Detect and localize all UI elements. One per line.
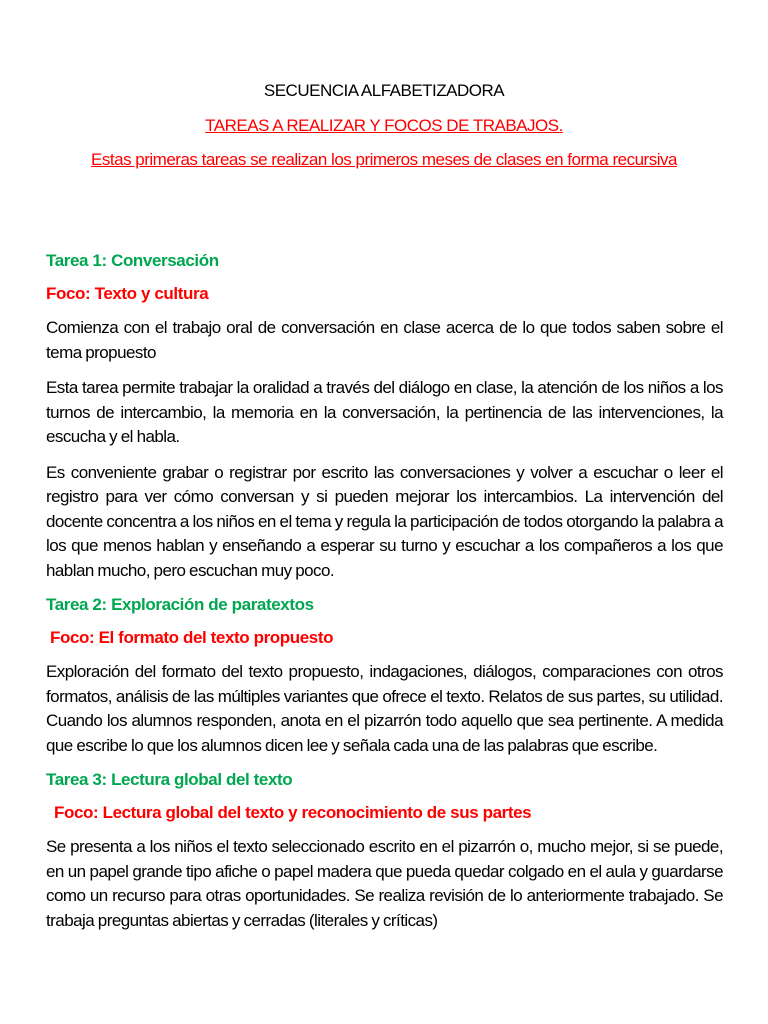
document-intro: Estas primeras tareas se realizan los primeros meses de clases en forma recursiva <box>91 150 677 169</box>
task-focus: Foco: El formato del texto propuesto <box>50 628 334 647</box>
task-section-3 <box>46 769 723 933</box>
task-paragraph: Esta tarea permite trabajar la oralidad a través del diálogo en clase, la atención de los niños a los turnos de intercambio, la memoria en la conversación, la pertinencia de las intervenciones, la escucha y el habla. <box>46 378 723 446</box>
task-paragraph: Comienza con el trabajo oral de conversación en clase acerca de lo que todos saben sobre el tema propuesto <box>46 318 723 362</box>
task-section-2 <box>46 594 723 758</box>
document-title: SECUENCIA ALFABETIZADORA <box>263 81 505 100</box>
document-body <box>46 250 723 933</box>
task-title: Tarea 1: Conversación <box>46 251 219 270</box>
task-focus: Foco: Texto y cultura <box>46 284 209 303</box>
task-focus: Foco: Lectura global del texto y reconocimiento de sus partes <box>54 803 532 822</box>
task-paragraph: Se presenta a los niños el texto seleccionado escrito en el pizarrón o, mucho mejor, si se puede, en un papel grande tipo afiche o papel madera que pueda quedar colgado en el aula y guardarse como un recurso para otras oportunidades. Se realiza revisión de lo anteriormente trabajado. Se trabaja preguntas abiertas y cerradas (literales y críticas) <box>46 837 723 930</box>
document-subtitle: TAREAS A REALIZAR Y FOCOS DE TRABAJOS. <box>205 116 563 135</box>
task-title: Tarea 3: Lectura global del texto <box>46 770 293 789</box>
task-title: Tarea 2: Exploración de paratextos <box>46 595 314 614</box>
task-section-1 <box>46 250 723 583</box>
task-paragraph: Exploración del formato del texto propuesto, indagaciones, diálogos, comparaciones con otros formatos, análisis de las múltiples variantes que ofrece el texto. Relatos de sus partes, su utilidad. Cuando los alumnos responden, anota en el pizarrón todo aquello que sea pertinente. A medida que escribe lo que los alumnos dicen lee y señala cada una de las palabras que escribe. <box>46 662 723 755</box>
task-paragraph: Es conveniente grabar o registrar por escrito las conversaciones y volver a escuchar o leer el registro para ver cómo conversan y si pueden mejorar los intercambios. La intervención del docente concentra a los niños en el tema y regula la participación de todos otorgando la palabra a los que menos hablan y enseñando a esperar su turno y escuchar a los compañeros a los que hablan mucho, pero escuchan muy poco. <box>46 462 723 580</box>
